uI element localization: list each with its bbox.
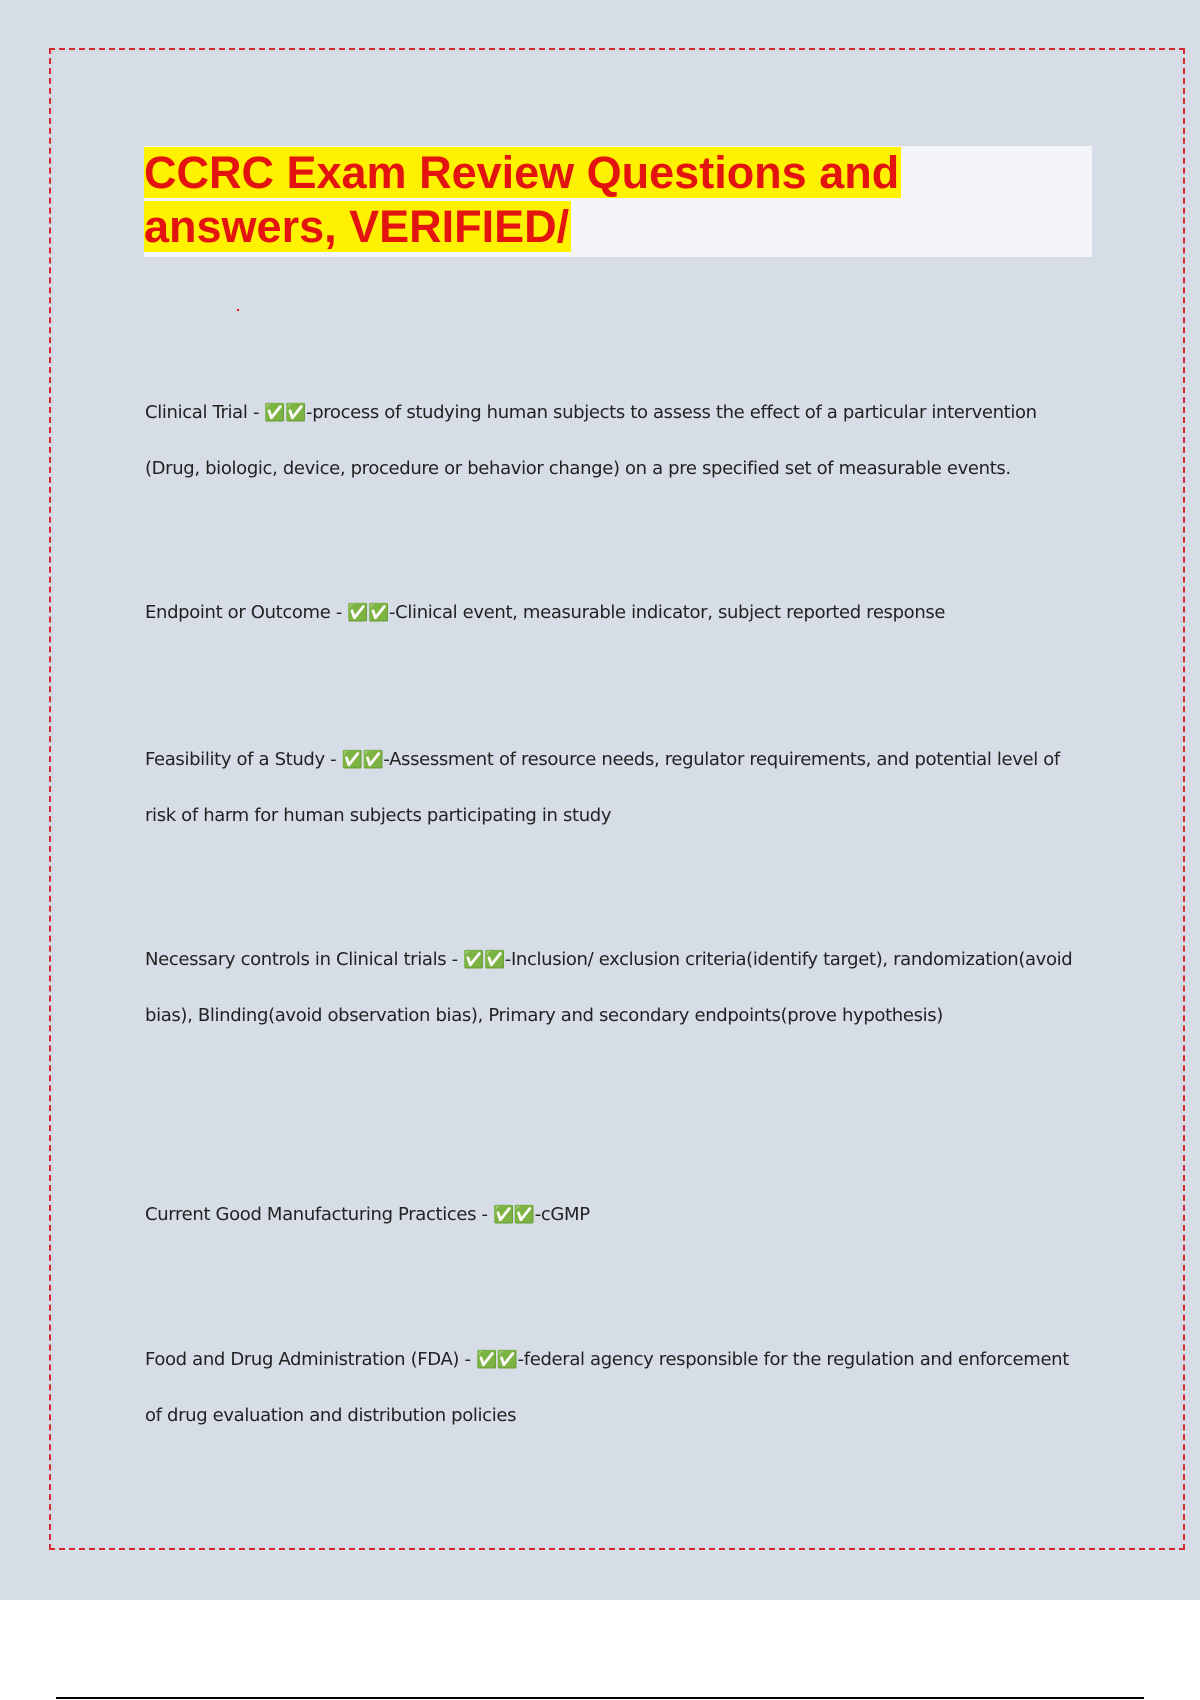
entry-endpoint-or-outcome: Endpoint or Outcome - ✅✅-Clinical event, measurable indicator, subject reported response xyxy=(145,602,946,623)
entry-fda: Food and Drug Administration (FDA) - ✅✅-federal agency responsible for the regulation and enforcement of drug evaluation and distribution policies xyxy=(145,1349,1069,1426)
entry-clinical-trial: Clinical Trial - ✅✅-process of studying human subjects to assess the effect of a particular intervention (Drug, biologic, device, procedure or behavior change) on a pre specified set of measurable events. xyxy=(145,402,1037,479)
entry-answer: process of studying human subjects to assess the effect of a particular intervention (Drug, biologic, device, procedure or behavior change) on a pre specified set of measurable events. xyxy=(145,402,1037,479)
entry-answer: Assessment of resource needs, regulator requirements, and potential level of risk of harm for human subjects participating in study xyxy=(145,749,1060,826)
check-icon: ✅✅ xyxy=(463,950,505,970)
entry-term: Current Good Manufacturing Practices xyxy=(145,1204,477,1225)
stray-dot xyxy=(237,309,239,311)
entry-term: Food and Drug Administration (FDA) xyxy=(145,1349,460,1370)
entry-term: Feasibility of a Study xyxy=(145,749,325,770)
entry-necessary-controls: Necessary controls in Clinical trials - ✅✅-Inclusion/ exclusion criteria(identify target), randomization(avoid bias), Blinding(avoid observation bias), Primary and secondary endpoints(prove hypothesis) xyxy=(145,949,1073,1026)
check-icon: ✅✅ xyxy=(264,403,307,423)
entry-answer: Clinical event, measurable indicator, subject reported response xyxy=(395,602,946,623)
entry-term: Clinical Trial xyxy=(145,402,248,423)
entry-term: Endpoint or Outcome xyxy=(145,602,331,623)
check-icon: ✅✅ xyxy=(493,1205,535,1225)
entry-term: Necessary controls in Clinical trials xyxy=(145,949,447,970)
entry-answer: cGMP xyxy=(540,1204,590,1225)
check-icon: ✅✅ xyxy=(341,750,384,770)
entry-current-good-manufacturing-practices: Current Good Manufacturing Practices - ✅✅-cGMP xyxy=(145,1204,590,1225)
check-icon: ✅✅ xyxy=(475,1350,518,1370)
document-title-text: CCRC Exam Review Questions and answers, VERIFIED/ xyxy=(144,147,900,252)
footer-rule xyxy=(56,1697,1144,1699)
check-icon: ✅✅ xyxy=(347,603,390,623)
entry-feasibility-of-a-study: Feasibility of a Study - ✅✅-Assessment of resource needs, regulator requirements, and potential level of risk of harm for human subjects participating in study xyxy=(145,749,1060,826)
document-title xyxy=(144,146,1064,254)
entry-answer: Inclusion/ exclusion criteria(identify target), randomization(avoid bias), Blinding(avoid observation bias), Primary and secondary endpoints(prove hypothesis) xyxy=(145,949,1073,1026)
entry-answer: federal agency responsible for the regulation and enforcement of drug evaluation and distribution policies xyxy=(145,1349,1069,1426)
